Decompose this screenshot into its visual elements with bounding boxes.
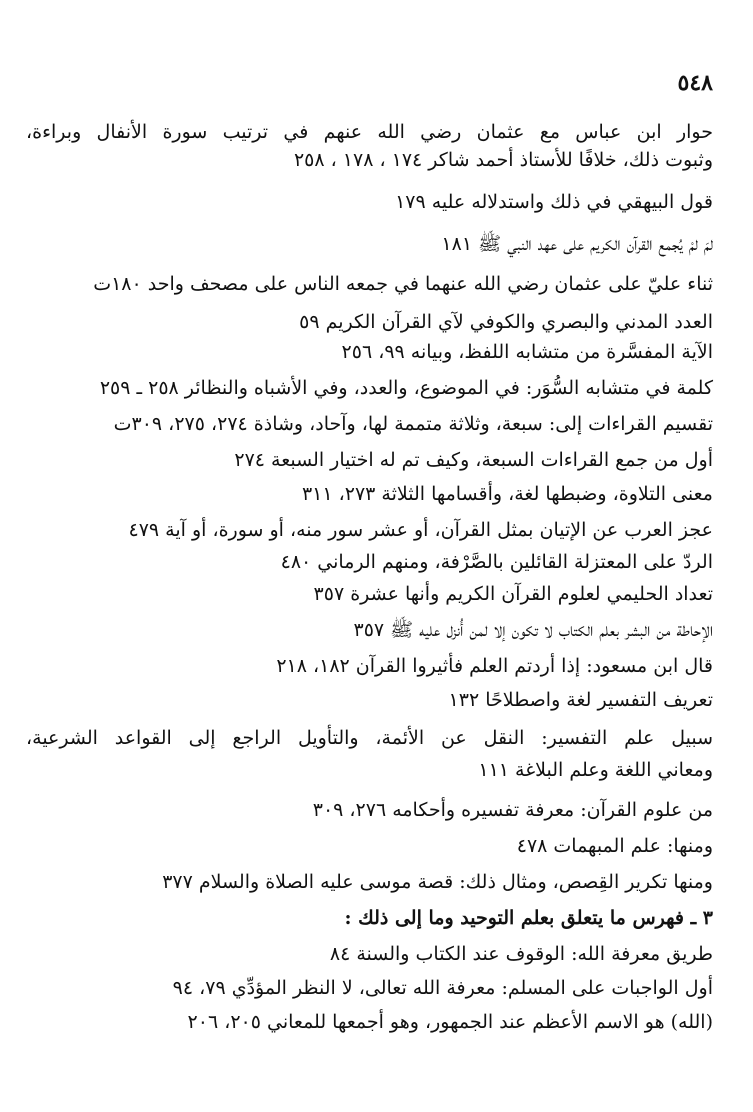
index-entry: حوار ابن عباس مع عثمان رضي الله عنهم في ترتيب سورة الأنفال وبراءة، [26,121,713,143]
index-entry: تعريف التفسير لغة واصطلاحًا ١٣٢ [448,689,713,711]
index-entry: الآية المفسَّرة من متشابه اللفظ، وبيانه ٩٩، ٢٥٦ [341,341,713,363]
index-entry: ومنها: علم المبهمات ٤٧٨ [516,835,713,857]
index-entry: من علوم القرآن: معرفة تفسيره وأحكامه ٢٧٦، ٣٠٩ [312,799,713,821]
index-entry: قال ابن مسعود: إذا أردتم العلم فأثيروا القرآن ١٨٢، ٢١٨ [276,655,713,677]
index-entry: عجز العرب عن الإتيان بمثل القرآن، أو عشر سور منه، أو سورة، أو آية ٤٧٩ [128,519,713,541]
index-entry: ثناء عليّ على عثمان رضي الله عنهما في جمعه الناس على مصحف واحد ١٨٠ت [93,273,713,295]
index-entry: أول الواجبات على المسلم: معرفة الله تعالى، لا النظر المؤدِّي ٧٩، ٩٤ [172,977,713,999]
section-heading: ٣ ـ فهرس ما يتعلق بعلم التوحيد وما إلى ذلك : [344,907,713,929]
index-entry: (الله) هو الاسم الأعظم عند الجمهور، وهو أجمعها للمعاني ٢٠٥، ٢٠٦ [187,1011,713,1033]
index-entry-continuation: وثبوت ذلك، خلافًا للأستاذ أحمد شاكر ١٧٤ ، ١٧٨ ، ٢٥٨ [293,149,713,171]
index-entry: لمَ لمْ يُجمع القرآن الكريم على عهد النبي ﷺ ١٨١ [441,233,713,255]
index-entry: ومنها تكرير القِصص، ومثال ذلك: قصة موسى عليه الصلاة والسلام ٣٧٧ [162,871,713,893]
index-entry: معنى التلاوة، وضبطها لغة، وأقسامها الثلاثة ٢٧٣، ٣١١ [301,483,713,505]
index-entry: سبيل علم التفسير: النقل عن الأئمة، والتأويل الراجع إلى القواعد الشرعية، [26,727,713,749]
index-entry: طريق معرفة الله: الوقوف عند الكتاب والسنة ٨٤ [329,943,713,965]
page-number: ٥٤٨ [677,70,713,96]
index-entry: قول البيهقي في ذلك واستدلاله عليه ١٧٩ [395,191,713,213]
index-entry-continuation: ومعاني اللغة وعلم البلاغة ١١١ [478,759,713,781]
index-entry: الردّ على المعتزلة القائلين بالصَّرْفة، ومنهم الرماني ٤٨٠ [280,551,713,573]
index-entry: الإحاطة من البشر بعلم الكتاب لا تكون إلا لمن أُنزل عليه ﷺ ٣٥٧ [353,619,713,641]
index-entry: تعداد الحليمي لعلوم القرآن الكريم وأنها عشرة ٣٥٧ [313,583,713,605]
index-entry: تقسيم القراءات إلى: سبعة، وثلاثة متممة لها، وآحاد، وشاذة ٢٧٤، ٢٧٥، ٣٠٩ت [113,413,713,435]
index-entry: العدد المدني والبصري والكوفي لآي القرآن الكريم ٥٩ [299,311,713,333]
index-entry: أول من جمع القراءات السبعة، وكيف تم له اختيار السبعة ٢٧٤ [234,449,713,471]
index-entry: كلمة في متشابه السُّوَر: في الموضوع، والعدد، وفي الأشباه والنظائر ٢٥٨ ـ ٢٥٩ [99,377,713,399]
